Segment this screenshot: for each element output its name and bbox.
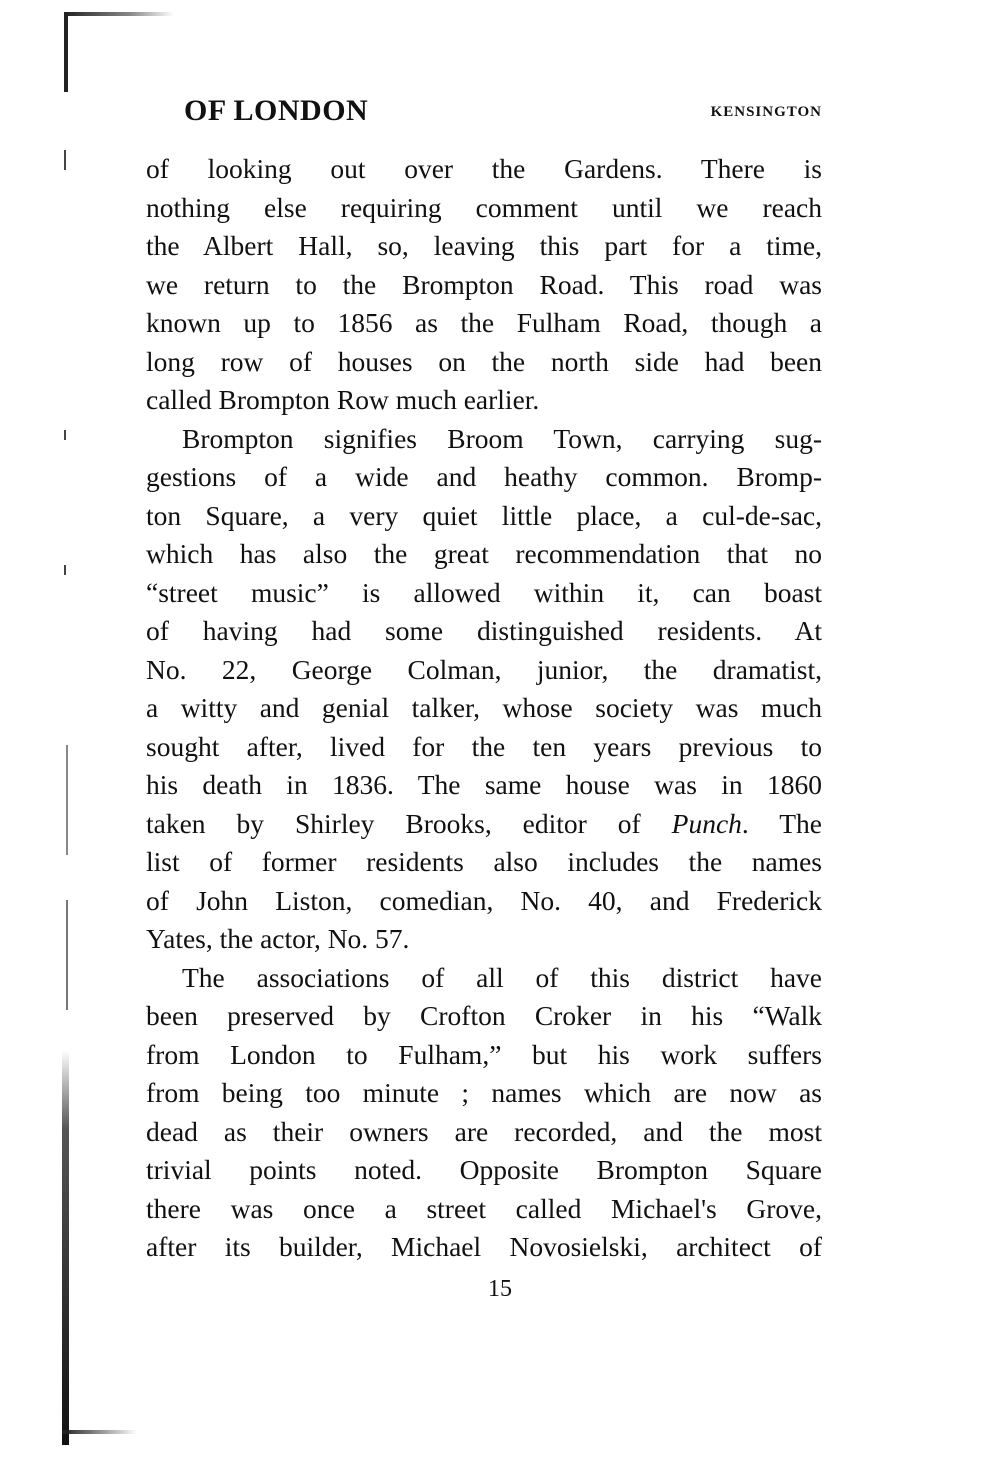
paragraph-1: [146, 150, 822, 420]
text-line: ton Square, a very quiet little place, a cul-de-sac,: [146, 499, 822, 531]
text-line: called Brompton Row much earlier.: [146, 384, 540, 415]
text-line: a witty and genial talker, whose society was much: [146, 692, 822, 723]
text-line: nothing else requiring comment until we reach: [146, 191, 822, 223]
text-line: list of former residents also includes the names: [146, 846, 822, 877]
scan-edge-top: [64, 12, 174, 16]
text-line: which has also the great recommendation that no: [146, 538, 822, 569]
text-line: there was once a street called Michael's Grove,: [146, 1192, 822, 1224]
text-line: trivial points noted. Opposite Brompton Square: [146, 1154, 822, 1185]
scan-speck: [64, 430, 66, 440]
text-line: No. 22, George Colman, junior, the dramatist,: [146, 653, 822, 685]
running-head-section: KENSINGTON: [710, 104, 822, 120]
text-line: of looking out over the Gardens. There is: [146, 153, 822, 184]
paragraph-3: [146, 959, 822, 1267]
running-head-title: OF LONDON: [184, 94, 369, 127]
text-line: Brompton signifies Broom Town, carrying sug-: [182, 422, 822, 454]
scan-edge-bottom: [62, 1050, 69, 1445]
italic-title: Punch: [671, 807, 742, 839]
text-line: dead as their owners are recorded, and the most: [146, 1115, 822, 1147]
text-line: been preserved by Crofton Croker in his “Walk: [146, 1000, 822, 1031]
scan-speck: [64, 150, 66, 170]
scan-speck: [64, 565, 66, 575]
page-number: 15: [488, 1276, 512, 1302]
text-line: Yates, the actor, No. 57.: [146, 923, 410, 954]
text-line: from being too minute ; names which are now as: [146, 1077, 822, 1108]
text-line: known up to 1856 as the Fulham Road, though a: [146, 307, 822, 338]
text-line: his death in 1836. The same house was in 1860: [146, 769, 822, 800]
text-line: long row of houses on the north side had been: [146, 345, 822, 377]
paragraph-2: [146, 420, 822, 959]
text-line: of having had some distinguished residents. At: [146, 615, 822, 646]
text-line: the Albert Hall, so, leaving this part for a time,: [146, 230, 822, 261]
scan-edge-left: [64, 12, 68, 92]
scan-speck: [66, 900, 68, 1010]
text-line: taken by Shirley Brooks, editor of Punch. The: [146, 807, 822, 839]
scan-edge-bottom-corner: [62, 1430, 137, 1434]
text-line: from London to Fulham,” but his work suffers: [146, 1038, 822, 1070]
text-line: we return to the Brompton Road. This road was: [146, 268, 822, 300]
text-line: after its builder, Michael Novosielski, architect of: [146, 1231, 822, 1262]
text-line: sought after, lived for the ten years previous to: [146, 730, 822, 762]
text-line: The associations of all of this district have: [182, 961, 822, 993]
text-line: of John Liston, comedian, No. 40, and Frederick: [146, 884, 822, 916]
body-text: [146, 150, 822, 1267]
text-line: gestions of a wide and heathy common. Bromp-: [146, 461, 822, 492]
scan-speck: [66, 745, 68, 855]
text-line: “street music” is allowed within it, can boast: [146, 576, 822, 608]
